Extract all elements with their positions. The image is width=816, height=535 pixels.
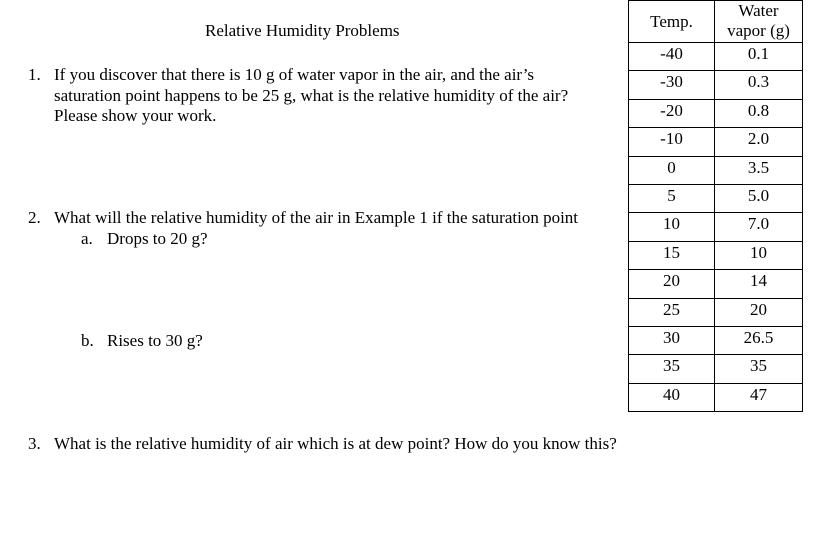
vapor-cell: 3.5 (715, 156, 803, 184)
question-text-line: What will the relative humidity of the air in Example 1 if the saturation point (54, 208, 579, 227)
table-row (629, 71, 803, 99)
question-text-line: If you discover that there is 10 g of water vapor in the air, and the air’s (54, 65, 535, 84)
subpart-letter: a. (81, 229, 93, 248)
temp-cell: 20 (629, 270, 715, 298)
temp-cell: -30 (629, 71, 715, 99)
vapor-header-line: Water (738, 1, 779, 20)
table-header-row (629, 1, 803, 43)
vapor-cell: 47 (715, 383, 803, 411)
subpart-letter: b. (81, 331, 94, 350)
table-row (629, 383, 803, 411)
vapor-cell: 2.0 (715, 128, 803, 156)
table-row (629, 43, 803, 71)
vapor-header (715, 1, 803, 43)
subpart-text: Rises to 30 g? (107, 331, 203, 350)
table-body (629, 43, 803, 412)
table-row (629, 270, 803, 298)
vapor-cell: 7.0 (715, 213, 803, 241)
table-row (629, 128, 803, 156)
vapor-cell: 0.3 (715, 71, 803, 99)
question-number: 1. (28, 65, 41, 84)
table-row (629, 241, 803, 269)
temp-cell: -20 (629, 99, 715, 127)
question-text-line: Please show your work. (54, 106, 217, 125)
question-number: 2. (28, 208, 41, 227)
vapor-cell: 20 (715, 298, 803, 326)
table-row (629, 298, 803, 326)
temp-header: Temp. (629, 1, 715, 43)
temp-cell: 40 (629, 383, 715, 411)
temp-cell: 5 (629, 184, 715, 212)
vapor-cell: 14 (715, 270, 803, 298)
table-row (629, 99, 803, 127)
table-row (629, 355, 803, 383)
temp-cell: 10 (629, 213, 715, 241)
table-row (629, 326, 803, 354)
temp-cell: 35 (629, 355, 715, 383)
saturation-table (628, 0, 803, 412)
question-text-line: What is the relative humidity of air which is at dew point? How do you know this? (54, 434, 617, 453)
table-row (629, 213, 803, 241)
vapor-header-line: vapor (g) (727, 21, 790, 40)
vapor-cell: 35 (715, 355, 803, 383)
vapor-cell: 26.5 (715, 326, 803, 354)
question-text-line: saturation point happens to be 25 g, what is the relative humidity of the air? (54, 86, 569, 105)
question-number: 3. (28, 434, 41, 453)
subpart-text: Drops to 20 g? (107, 229, 208, 248)
page-title: Relative Humidity Problems (205, 21, 400, 40)
vapor-cell: 0.1 (715, 43, 803, 71)
temp-cell: 0 (629, 156, 715, 184)
table-row (629, 156, 803, 184)
vapor-cell: 10 (715, 241, 803, 269)
temp-cell: -40 (629, 43, 715, 71)
temp-cell: 15 (629, 241, 715, 269)
table-row (629, 184, 803, 212)
temp-cell: -10 (629, 128, 715, 156)
vapor-cell: 0.8 (715, 99, 803, 127)
temp-cell: 25 (629, 298, 715, 326)
temp-cell: 30 (629, 326, 715, 354)
vapor-cell: 5.0 (715, 184, 803, 212)
